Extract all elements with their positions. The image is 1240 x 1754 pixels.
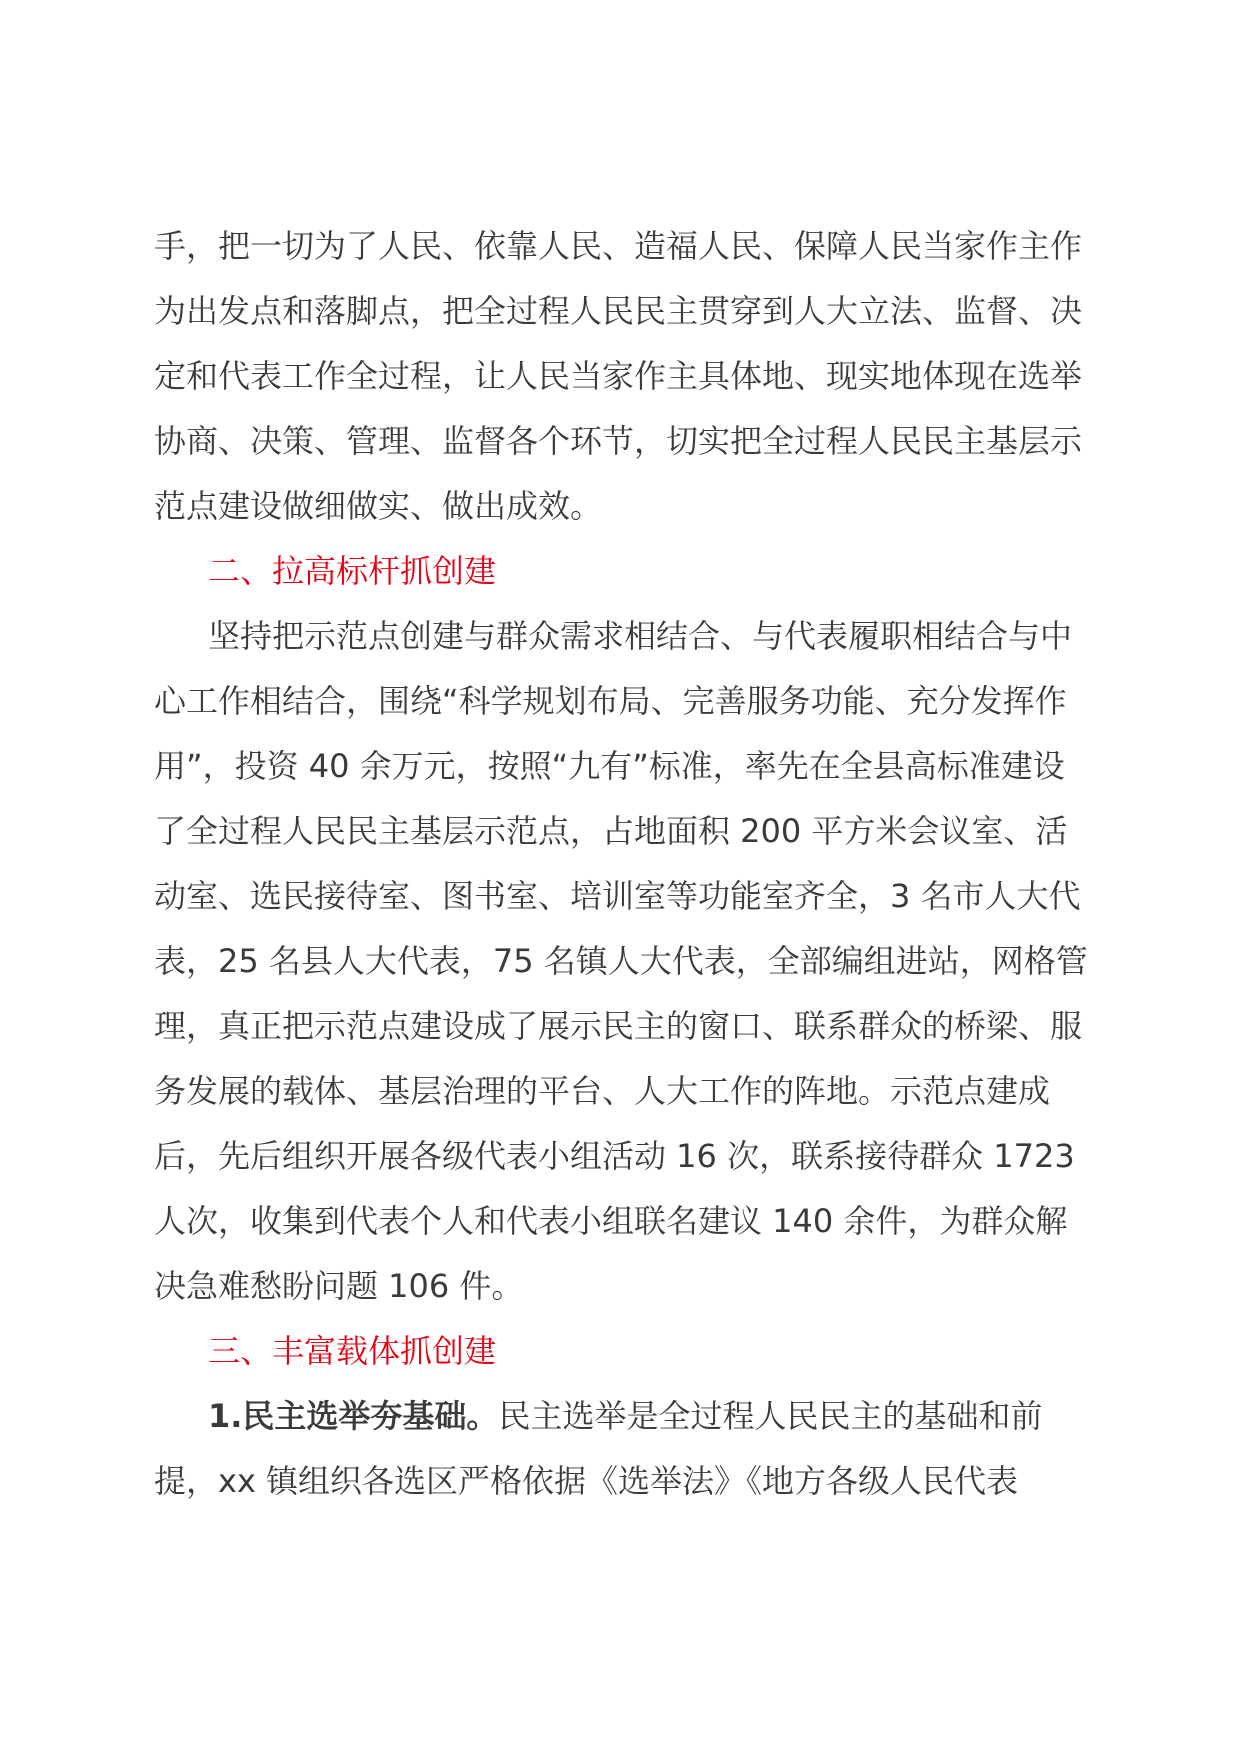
subsection-body: 民主选举是全过程人民民主的基础和前提，xx 镇组织各选区严格依据《选举法》《地方各级人民代表 xyxy=(154,1397,1043,1500)
subsection-lead: 1.民主选举夯基础。 xyxy=(208,1397,499,1435)
section-heading-3: 三、丰富载体抓创建 xyxy=(208,1332,497,1370)
section-heading-2: 二、拉高标杆抓创建 xyxy=(208,552,497,590)
paragraph-continued: 手，把一切为了人民、依靠人民、造福人民、保障人民当家作主作为出发点和落脚点，把全过程人民民主贯穿到人大立法、监督、决定和代表工作全过程，让人民当家作主具体地、现实地体现在选举协商、决策、管理、监督各个环节，切实把全过程人民民主基层示范点建设做细做实、做出成效。 xyxy=(154,227,1083,525)
document-body xyxy=(154,214,1094,1514)
paragraph-section-2: 坚持把示范点创建与群众需求相结合、与代表履职相结合与中心工作相结合，围绕“科学规划布局、完善服务功能、充分发挥作用”，投资 40 余万元，按照“九有”标准，率先在全县高标准建设了全过程人民民主基层示范点，占地面积 200 平方米会议室、活动室、选民接待室、图书室、培训室等功能室齐全，3 名市人大代表，25 名县人大代表，75 名镇人大代表，全部编组进站，网格管理，真正把示范点建设成了展示民主的窗口、联系群众的桥梁、服务发展的载体、基层治理的平台、人大工作的阵地。示范点建成后，先后组织开展各级代表小组活动 16 次，联系接待群众 1723 人次，收集到代表个人和代表小组联名建议 140 余件，为群众解决急难愁盼问题 106 件。 xyxy=(154,617,1088,1305)
paragraph-section-3 xyxy=(154,1384,1094,1514)
